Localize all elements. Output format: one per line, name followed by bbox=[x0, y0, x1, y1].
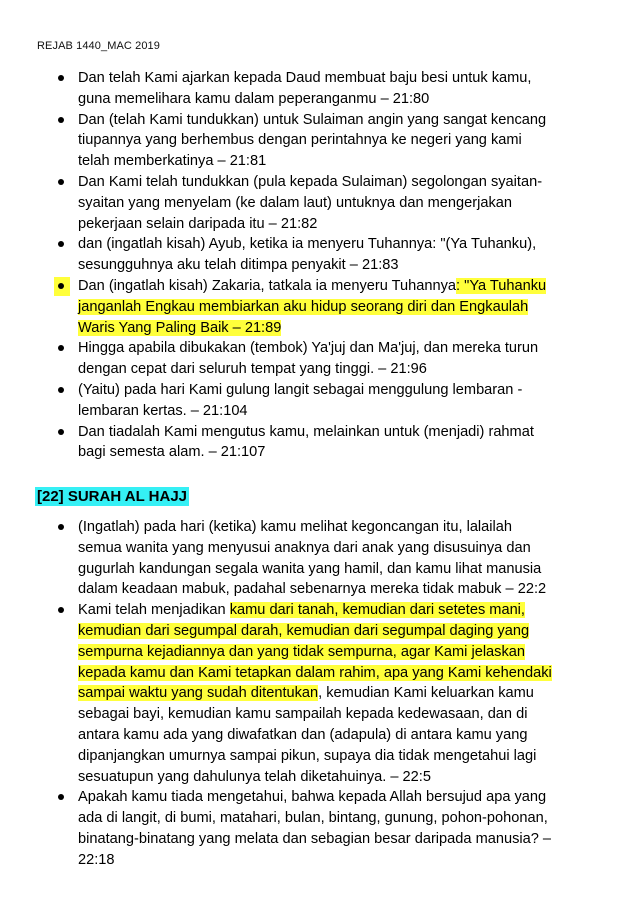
text-line bbox=[78, 683, 598, 704]
verse-text: 22:18 bbox=[78, 851, 115, 868]
text-line bbox=[78, 68, 598, 89]
verse-text: pekerjaan selain daripada itu – 21:82 bbox=[78, 215, 318, 232]
text-line bbox=[78, 829, 598, 850]
list-item bbox=[0, 68, 638, 110]
verse-list-surah-22 bbox=[0, 517, 638, 871]
text-line bbox=[78, 767, 598, 788]
list-item bbox=[0, 276, 638, 338]
bullet-icon bbox=[58, 524, 64, 530]
text-line bbox=[78, 359, 598, 380]
verse-text: lembaran kertas. – 21:104 bbox=[78, 402, 248, 419]
text-line bbox=[78, 151, 598, 172]
highlighted-text: Waris Yang Paling Baik – 21:89 bbox=[78, 319, 282, 336]
verse-text: Dan (ingatlah kisah) Zakaria, tatkala ia menyeru Tuhannya bbox=[78, 277, 457, 294]
verse-text: antara kamu ada yang diwafatkan dan (adapula) di antara kamu yang bbox=[78, 726, 528, 743]
text-line bbox=[78, 621, 598, 642]
verse-text: telah memberkatinya – 21:81 bbox=[78, 153, 267, 170]
verse-text: (Ingatlah) pada hari (ketika) kamu melihat kegoncangan itu, lalailah bbox=[78, 519, 513, 535]
verse-text: Apakah kamu tiada mengetahui, bahwa kepada Allah bersujud apa yang bbox=[78, 789, 547, 806]
bullet-icon bbox=[58, 75, 64, 81]
verse-text: sesuatupun yang dahulunya telah diketahuinya. – 22:5 bbox=[78, 768, 431, 785]
verse-text: gugurlah kandungan segala wanita yang hamil, dan kamu lihat manusia bbox=[78, 560, 542, 577]
text-line bbox=[78, 234, 598, 255]
verse-text: tiupannya yang berhembus dengan perintahnya ke negeri yang kami bbox=[78, 132, 522, 149]
text-line bbox=[78, 214, 598, 235]
text-line bbox=[78, 517, 598, 538]
verse-text: binatang-binatang yang melata dan sebagian besar daripada manusia? – bbox=[78, 830, 552, 847]
verse-text: dengan cepat dari seluruh tempat yang tinggi. – 21:96 bbox=[78, 361, 427, 378]
list-item bbox=[0, 338, 638, 380]
bullet-icon bbox=[58, 283, 64, 289]
verse-text: Hingga apabila dibukakan (tembok) Ya'juj dan Ma'juj, dan mereka turun bbox=[78, 340, 539, 357]
text-line bbox=[78, 442, 598, 463]
verse-text: Dan Kami telah tundukkan (pula kepada Sulaiman) segolongan syaitan- bbox=[78, 173, 543, 190]
text-line bbox=[78, 255, 598, 276]
text-line bbox=[78, 276, 598, 297]
bullet-icon bbox=[58, 345, 64, 351]
text-line bbox=[78, 746, 598, 767]
text-line bbox=[78, 642, 598, 663]
bullet-icon bbox=[58, 117, 64, 123]
text-line bbox=[78, 338, 598, 359]
text-line bbox=[78, 401, 598, 422]
text-line bbox=[78, 172, 598, 193]
text-line bbox=[78, 787, 598, 808]
text-line bbox=[78, 130, 598, 151]
verse-text: sebagai bayi, kemudian kamu sampailah kepada kedewasaan, dan di bbox=[78, 706, 528, 723]
text-line bbox=[78, 704, 598, 725]
highlighted-text: sampai waktu yang sudah ditentukan bbox=[78, 685, 319, 702]
verse-text: bagi semesta alam. – 21:107 bbox=[78, 444, 266, 461]
text-line bbox=[78, 579, 598, 600]
highlighted-text: kepada kamu dan Kami tetapkan dalam rahim, apa yang Kami kehendaki bbox=[78, 664, 552, 681]
verse-text: Kami telah menjadikan bbox=[78, 602, 230, 619]
text-line bbox=[78, 850, 598, 871]
text-line bbox=[78, 89, 598, 110]
page-header: REJAB 1440_MAC 2019 bbox=[37, 40, 160, 52]
text-line bbox=[78, 559, 598, 580]
bullet-icon bbox=[58, 387, 64, 393]
verse-text: , kemudian Kami keluarkan kamu bbox=[318, 685, 534, 702]
verse-text: semua wanita yang menyusui anaknya dari anak yang disusuinya dan bbox=[78, 539, 531, 556]
highlighted-text: janganlah Engkau membiarkan aku hidup seorang diri dan Engkaulah bbox=[78, 298, 529, 315]
text-line bbox=[78, 725, 598, 746]
bullet-icon bbox=[58, 607, 64, 613]
section-heading: [22] SURAH AL HAJJ bbox=[37, 488, 188, 505]
list-item bbox=[0, 787, 638, 870]
highlighted-text: : "Ya Tuhanku bbox=[456, 277, 547, 294]
text-line bbox=[78, 110, 598, 131]
text-line bbox=[78, 318, 598, 339]
text-line bbox=[78, 422, 598, 443]
list-item bbox=[0, 234, 638, 276]
text-line bbox=[78, 297, 598, 318]
bullet-icon bbox=[58, 241, 64, 247]
verse-text: Dan tiadalah Kami mengutus kamu, melainkan untuk (menjadi) rahmat bbox=[78, 423, 534, 440]
verse-text: Dan (telah Kami tundukkan) untuk Sulaiman angin yang sangat kencang bbox=[78, 111, 547, 128]
verse-text: Dan telah Kami ajarkan kepada Daud membuat baju besi untuk kamu, bbox=[78, 70, 532, 86]
bullet-icon bbox=[58, 429, 64, 435]
list-item bbox=[0, 380, 638, 422]
verse-text: ada di langit, di bumi, matahari, bulan, bintang, gunung, pohon-pohonan, bbox=[78, 810, 548, 827]
bullet-icon bbox=[58, 179, 64, 185]
verse-text: dipanjangkan umurnya sampai pikun, supaya dia tidak mengetahui lagi bbox=[78, 747, 537, 764]
verse-text: dan (ingatlah kisah) Ayub, ketika ia menyeru Tuhannya: "(Ya Tuhanku), bbox=[78, 236, 537, 253]
bullet-icon bbox=[58, 794, 64, 800]
verse-text: sesungguhnya aku telah ditimpa penyakit – 21:83 bbox=[78, 257, 399, 274]
highlighted-text: kemudian dari segumpal darah, kemudian dari segumpal daging yang bbox=[78, 622, 530, 639]
text-line bbox=[78, 600, 598, 621]
list-item bbox=[0, 517, 638, 600]
text-line bbox=[78, 380, 598, 401]
verse-text: guna memelihara kamu dalam peperanganmu – 21:80 bbox=[78, 90, 430, 107]
verse-text: (Yaitu) pada hari Kami gulung langit sebagai menggulung lembaran - bbox=[78, 381, 523, 398]
text-line bbox=[78, 663, 598, 684]
verse-text: syaitan yang menyelam (ke dalam laut) untuknya dan mengerjakan bbox=[78, 194, 513, 211]
text-line bbox=[78, 538, 598, 559]
text-line bbox=[78, 193, 598, 214]
list-item bbox=[0, 172, 638, 234]
highlighted-text: kamu dari tanah, kemudian dari setetes mani, bbox=[229, 602, 525, 619]
verse-list-surah-21 bbox=[0, 68, 638, 463]
text-line bbox=[78, 808, 598, 829]
list-item bbox=[0, 422, 638, 464]
list-item bbox=[0, 110, 638, 172]
highlighted-text: sempurna kejadiannya dan yang tidak sempurna, agar Kami jelaskan bbox=[78, 643, 525, 660]
list-item bbox=[0, 600, 638, 787]
verse-text: dalam keadaan mabuk, padahal sebenarnya mereka tidak mabuk – 22:2 bbox=[78, 581, 547, 598]
